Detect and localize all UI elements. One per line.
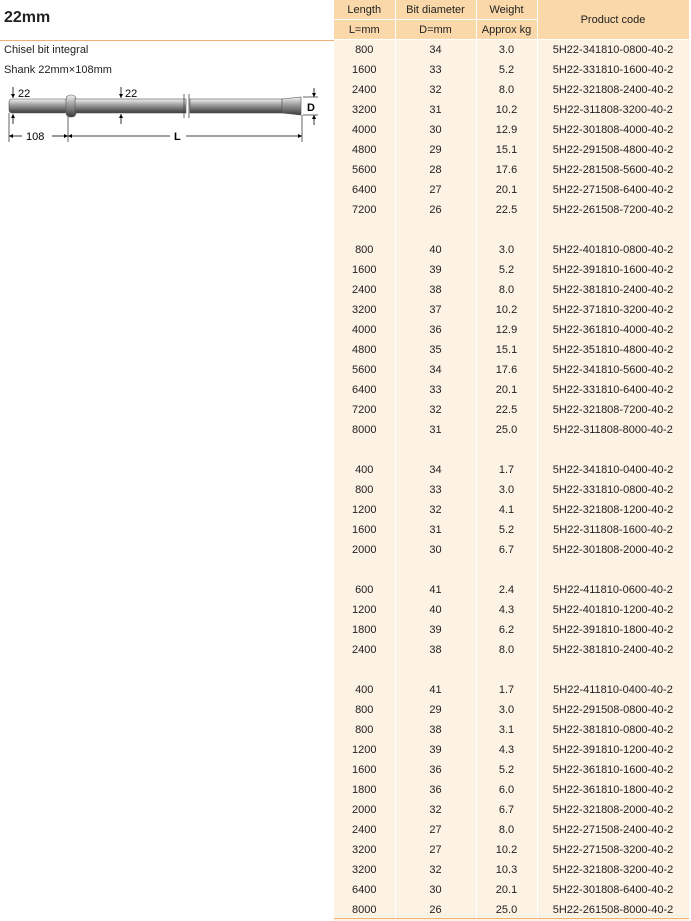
- weight-cell: 3.0: [476, 240, 537, 260]
- diameter-cell: 26: [395, 900, 476, 920]
- length-cell: 3200: [334, 860, 395, 880]
- weight-cell: 5.2: [476, 760, 537, 780]
- table-row: [334, 500, 689, 520]
- spacer-cell: [334, 560, 395, 580]
- weight-cell: 10.2: [476, 300, 537, 320]
- weight-cell: 8.0: [476, 280, 537, 300]
- weight-cell: 12.9: [476, 120, 537, 140]
- diameter-cell: 32: [395, 860, 476, 880]
- table-row: [334, 260, 689, 280]
- product-code-cell: 5H22-341810-0800-40-2: [537, 40, 689, 61]
- length-cell: 3200: [334, 840, 395, 860]
- weight-cell: 10.3: [476, 860, 537, 880]
- product-code-cell: 5H22-321808-2000-40-2: [537, 800, 689, 820]
- weight-cell: 2.4: [476, 580, 537, 600]
- table-row: [334, 420, 689, 440]
- product-code-cell: 5H22-301808-4000-40-2: [537, 120, 689, 140]
- weight-cell: 25.0: [476, 900, 537, 920]
- length-cell: 7200: [334, 400, 395, 420]
- product-table: [334, 0, 690, 920]
- table-row: [334, 900, 689, 920]
- product-code-cell: 5H22-401810-0800-40-2: [537, 240, 689, 260]
- table-row: [334, 740, 689, 760]
- weight-cell: 5.2: [476, 520, 537, 540]
- table-bottom-divider: [334, 918, 689, 919]
- weight-cell: 6.0: [476, 780, 537, 800]
- product-code-cell: 5H22-341810-5600-40-2: [537, 360, 689, 380]
- product-code-cell: 5H22-261508-8000-40-2: [537, 900, 689, 920]
- table-row: [334, 700, 689, 720]
- product-code-cell: 5H22-271508-2400-40-2: [537, 820, 689, 840]
- table-row: [334, 60, 689, 80]
- diameter-cell: 30: [395, 120, 476, 140]
- table-row: [334, 640, 689, 660]
- diameter-cell: 29: [395, 700, 476, 720]
- length-cell: 1600: [334, 520, 395, 540]
- table-row: [334, 820, 689, 840]
- diameter-cell: 30: [395, 540, 476, 560]
- table-row: [334, 600, 689, 620]
- product-code-cell: 5H22-331810-6400-40-2: [537, 380, 689, 400]
- table-row: [334, 880, 689, 900]
- product-code-cell: 5H22-301808-6400-40-2: [537, 880, 689, 900]
- table-row: [334, 680, 689, 700]
- weight-cell: 1.7: [476, 680, 537, 700]
- diameter-cell: 31: [395, 100, 476, 120]
- table-row: [334, 780, 689, 800]
- diameter-cell: 36: [395, 320, 476, 340]
- spacer-cell: [395, 560, 476, 580]
- shank-spec-label: Shank 22mm×108mm: [4, 64, 112, 76]
- weight-cell: 8.0: [476, 640, 537, 660]
- weight-cell: 15.1: [476, 340, 537, 360]
- table-row: [334, 100, 689, 120]
- table-row: [334, 400, 689, 420]
- length-cell: 800: [334, 700, 395, 720]
- spacer-cell: [395, 440, 476, 460]
- diameter-cell: 38: [395, 280, 476, 300]
- table-row: [334, 520, 689, 540]
- product-code-cell: 5H22-381810-0800-40-2: [537, 720, 689, 740]
- weight-cell: 15.1: [476, 140, 537, 160]
- length-cell: 6400: [334, 180, 395, 200]
- length-cell: 6400: [334, 380, 395, 400]
- weight-cell: 20.1: [476, 880, 537, 900]
- header-diameter-unit: D=mm: [395, 20, 476, 40]
- length-cell: 4800: [334, 140, 395, 160]
- length-cell: 800: [334, 480, 395, 500]
- diameter-cell: 33: [395, 480, 476, 500]
- table-row: [334, 840, 689, 860]
- page-title: 22mm: [4, 9, 51, 26]
- group-spacer-row: [334, 660, 689, 680]
- diameter-cell: 36: [395, 780, 476, 800]
- weight-cell: 12.9: [476, 320, 537, 340]
- header-length-unit: L=mm: [334, 20, 395, 40]
- diameter-cell: 32: [395, 80, 476, 100]
- title-divider: [0, 40, 334, 41]
- product-code-cell: 5H22-321808-1200-40-2: [537, 500, 689, 520]
- weight-cell: 3.0: [476, 480, 537, 500]
- table-row: [334, 720, 689, 740]
- diameter-cell: 27: [395, 820, 476, 840]
- diameter-cell: 37: [395, 300, 476, 320]
- product-code-cell: 5H22-291508-4800-40-2: [537, 140, 689, 160]
- length-cell: 1600: [334, 60, 395, 80]
- product-table-body: [334, 40, 689, 921]
- bit-diameter-label: D: [307, 102, 315, 114]
- spacer-cell: [476, 440, 537, 460]
- product-code-cell: 5H22-331810-1600-40-2: [537, 60, 689, 80]
- diameter-cell: 35: [395, 340, 476, 360]
- table-row: [334, 280, 689, 300]
- table-row: [334, 540, 689, 560]
- product-code-cell: 5H22-381810-2400-40-2: [537, 280, 689, 300]
- spacer-cell: [395, 660, 476, 680]
- diameter-cell: 27: [395, 840, 476, 860]
- length-cell: 2400: [334, 820, 395, 840]
- product-code-cell: 5H22-321808-3200-40-2: [537, 860, 689, 880]
- diameter-cell: 34: [395, 360, 476, 380]
- table-row: [334, 240, 689, 260]
- length-cell: 1200: [334, 500, 395, 520]
- group-spacer-row: [334, 440, 689, 460]
- weight-cell: 5.2: [476, 60, 537, 80]
- length-cell: 800: [334, 720, 395, 740]
- weight-cell: 3.0: [476, 40, 537, 61]
- product-type-label: Chisel bit integral: [4, 44, 89, 56]
- rod-length-label: L: [174, 131, 181, 143]
- length-cell: 5600: [334, 160, 395, 180]
- length-cell: 2400: [334, 640, 395, 660]
- table-row: [334, 120, 689, 140]
- length-cell: 600: [334, 580, 395, 600]
- product-code-cell: 5H22-301808-2000-40-2: [537, 540, 689, 560]
- length-cell: 3200: [334, 300, 395, 320]
- table-row: [334, 300, 689, 320]
- diameter-cell: 29: [395, 140, 476, 160]
- length-cell: 8000: [334, 900, 395, 920]
- weight-cell: 6.2: [476, 620, 537, 640]
- product-code-cell: 5H22-381810-2400-40-2: [537, 640, 689, 660]
- weight-cell: 25.0: [476, 420, 537, 440]
- table-row: [334, 340, 689, 360]
- table-row: [334, 40, 689, 61]
- length-cell: 1200: [334, 740, 395, 760]
- length-cell: 1600: [334, 760, 395, 780]
- header-product-code: Product code: [537, 0, 689, 40]
- header-weight: Weight: [476, 0, 537, 20]
- diameter-cell: 30: [395, 880, 476, 900]
- table-row: [334, 620, 689, 640]
- shank-length-label: 108: [26, 131, 45, 143]
- length-cell: 5600: [334, 360, 395, 380]
- header-weight-unit: Approx kg: [476, 20, 537, 40]
- product-code-cell: 5H22-361810-1800-40-2: [537, 780, 689, 800]
- diameter-cell: 34: [395, 40, 476, 61]
- product-code-cell: 5H22-281508-5600-40-2: [537, 160, 689, 180]
- product-code-cell: 5H22-391810-1600-40-2: [537, 260, 689, 280]
- table-row: [334, 320, 689, 340]
- diameter-cell: 41: [395, 680, 476, 700]
- diameter-cell: 33: [395, 380, 476, 400]
- spacer-cell: [537, 560, 689, 580]
- group-spacer-row: [334, 560, 689, 580]
- weight-cell: 10.2: [476, 100, 537, 120]
- weight-cell: 3.0: [476, 700, 537, 720]
- product-code-cell: 5H22-371810-3200-40-2: [537, 300, 689, 320]
- spacer-cell: [476, 220, 537, 240]
- diameter-cell: 36: [395, 760, 476, 780]
- table-row: [334, 580, 689, 600]
- weight-cell: 17.6: [476, 160, 537, 180]
- diameter-cell: 28: [395, 160, 476, 180]
- diameter-cell: 27: [395, 180, 476, 200]
- weight-cell: 3.1: [476, 720, 537, 740]
- table-row: [334, 360, 689, 380]
- length-cell: 400: [334, 460, 395, 480]
- length-cell: 4000: [334, 320, 395, 340]
- product-code-cell: 5H22-321808-2400-40-2: [537, 80, 689, 100]
- weight-cell: 6.7: [476, 540, 537, 560]
- drill-rod-diagram: [0, 84, 332, 148]
- table-row: [334, 760, 689, 780]
- diameter-cell: 32: [395, 500, 476, 520]
- product-code-cell: 5H22-401810-1200-40-2: [537, 600, 689, 620]
- product-code-cell: 5H22-261508-7200-40-2: [537, 200, 689, 220]
- weight-cell: 6.7: [476, 800, 537, 820]
- table-row: [334, 180, 689, 200]
- diameter-cell: 39: [395, 740, 476, 760]
- length-cell: 7200: [334, 200, 395, 220]
- length-cell: 2000: [334, 800, 395, 820]
- header-diameter: Bit diameter: [395, 0, 476, 20]
- length-cell: 1200: [334, 600, 395, 620]
- diameter-cell: 39: [395, 620, 476, 640]
- product-code-cell: 5H22-331810-0800-40-2: [537, 480, 689, 500]
- spacer-cell: [334, 220, 395, 240]
- product-code-cell: 5H22-271508-3200-40-2: [537, 840, 689, 860]
- table-row: [334, 800, 689, 820]
- weight-cell: 4.1: [476, 500, 537, 520]
- weight-cell: 22.5: [476, 200, 537, 220]
- length-cell: 3200: [334, 100, 395, 120]
- length-cell: 1800: [334, 780, 395, 800]
- diameter-cell: 31: [395, 420, 476, 440]
- weight-cell: 10.2: [476, 840, 537, 860]
- product-table-panel: [334, 0, 689, 921]
- length-cell: 1800: [334, 620, 395, 640]
- table-row: [334, 380, 689, 400]
- product-code-cell: 5H22-391810-1200-40-2: [537, 740, 689, 760]
- weight-cell: 8.0: [476, 820, 537, 840]
- table-row: [334, 160, 689, 180]
- length-cell: 1600: [334, 260, 395, 280]
- diameter-cell: 39: [395, 260, 476, 280]
- product-info-panel: [0, 0, 332, 921]
- table-row: [334, 460, 689, 480]
- table-row: [334, 860, 689, 880]
- diameter-cell: 33: [395, 60, 476, 80]
- body-diameter-label: 22: [125, 88, 138, 100]
- product-code-cell: 5H22-411810-0400-40-2: [537, 680, 689, 700]
- diameter-cell: 38: [395, 640, 476, 660]
- diameter-cell: 38: [395, 720, 476, 740]
- group-spacer-row: [334, 220, 689, 240]
- product-code-cell: 5H22-411810-0600-40-2: [537, 580, 689, 600]
- spacer-cell: [334, 440, 395, 460]
- spacer-cell: [476, 660, 537, 680]
- length-cell: 4000: [334, 120, 395, 140]
- diameter-cell: 31: [395, 520, 476, 540]
- diameter-cell: 32: [395, 800, 476, 820]
- header-length: Length: [334, 0, 395, 20]
- spacer-cell: [537, 660, 689, 680]
- shank-diameter-label: 22: [18, 88, 31, 100]
- table-row: [334, 140, 689, 160]
- length-cell: 2400: [334, 280, 395, 300]
- weight-cell: 8.0: [476, 80, 537, 100]
- length-cell: 4800: [334, 340, 395, 360]
- product-code-cell: 5H22-391810-1800-40-2: [537, 620, 689, 640]
- spacer-cell: [537, 440, 689, 460]
- spacer-cell: [476, 560, 537, 580]
- diameter-cell: 32: [395, 400, 476, 420]
- length-cell: 8000: [334, 420, 395, 440]
- product-code-cell: 5H22-291508-0800-40-2: [537, 700, 689, 720]
- weight-cell: 20.1: [476, 380, 537, 400]
- table-row: [334, 200, 689, 220]
- weight-cell: 1.7: [476, 460, 537, 480]
- product-code-cell: 5H22-351810-4800-40-2: [537, 340, 689, 360]
- spacer-cell: [395, 220, 476, 240]
- product-code-cell: 5H22-311808-8000-40-2: [537, 420, 689, 440]
- spacer-cell: [334, 660, 395, 680]
- weight-cell: 17.6: [476, 360, 537, 380]
- product-code-cell: 5H22-311808-1600-40-2: [537, 520, 689, 540]
- length-cell: 6400: [334, 880, 395, 900]
- weight-cell: 4.3: [476, 600, 537, 620]
- length-cell: 800: [334, 240, 395, 260]
- diameter-cell: 34: [395, 460, 476, 480]
- diameter-cell: 26: [395, 200, 476, 220]
- product-code-cell: 5H22-361810-4000-40-2: [537, 320, 689, 340]
- diameter-cell: 40: [395, 240, 476, 260]
- weight-cell: 20.1: [476, 180, 537, 200]
- diameter-cell: 40: [395, 600, 476, 620]
- product-code-cell: 5H22-361810-1600-40-2: [537, 760, 689, 780]
- weight-cell: 4.3: [476, 740, 537, 760]
- product-code-cell: 5H22-271508-6400-40-2: [537, 180, 689, 200]
- length-cell: 800: [334, 40, 395, 61]
- product-code-cell: 5H22-341810-0400-40-2: [537, 460, 689, 480]
- table-row: [334, 480, 689, 500]
- length-cell: 2000: [334, 540, 395, 560]
- diameter-cell: 41: [395, 580, 476, 600]
- product-code-cell: 5H22-311808-3200-40-2: [537, 100, 689, 120]
- weight-cell: 22.5: [476, 400, 537, 420]
- length-cell: 2400: [334, 80, 395, 100]
- spacer-cell: [537, 220, 689, 240]
- weight-cell: 5.2: [476, 260, 537, 280]
- table-row: [334, 80, 689, 100]
- length-cell: 400: [334, 680, 395, 700]
- product-code-cell: 5H22-321808-7200-40-2: [537, 400, 689, 420]
